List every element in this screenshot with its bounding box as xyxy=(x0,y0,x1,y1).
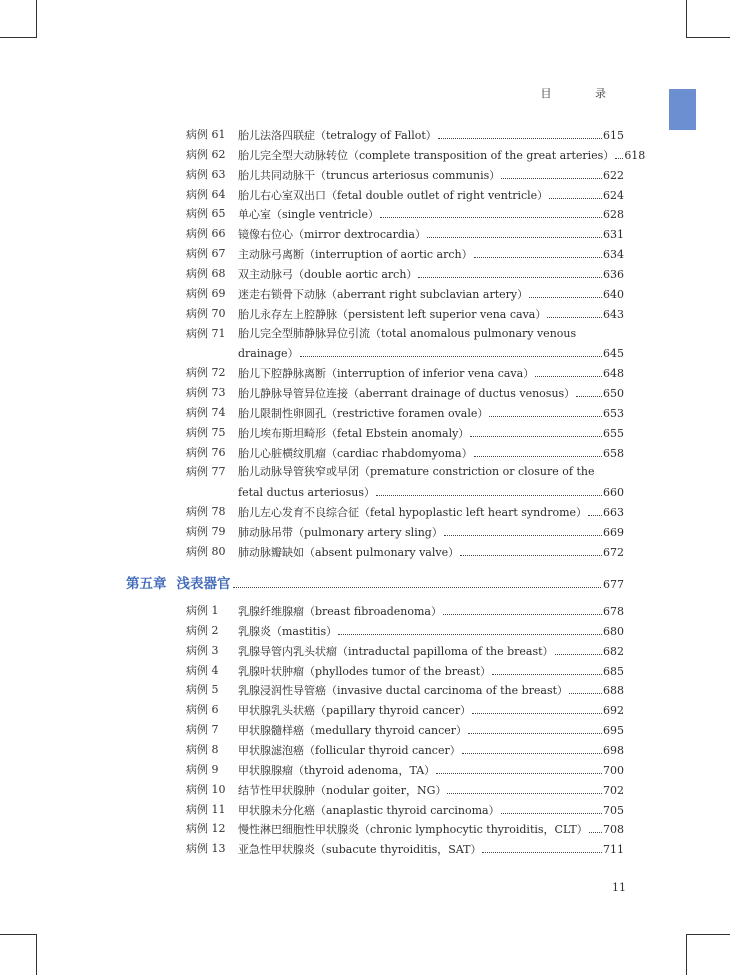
entry-page: 660 xyxy=(603,486,624,499)
case-number: 病例 75 xyxy=(186,426,226,439)
case-number: 病例 65 xyxy=(186,207,226,220)
leader-dots xyxy=(418,264,602,278)
entry-title: 胎儿共同动脉干（truncus arteriosus communis） xyxy=(238,169,501,182)
entry-title: 慢性淋巴细胞性甲状腺炎（chronic lymphocytic thyroiditis，CLT） xyxy=(238,823,588,836)
toc-entry[interactable] xyxy=(186,145,646,165)
entry-title: 胎儿法洛四联症（tetralogy of Fallot） xyxy=(238,129,437,142)
entry-title: drainage） xyxy=(238,347,299,360)
leader-dots xyxy=(444,522,602,536)
entry-page: 692 xyxy=(603,704,624,717)
entry-title: 胎儿下腔静脉离断（interruption of inferior vena cava） xyxy=(238,367,535,380)
leader-dots xyxy=(470,423,602,437)
case-number: 病例 8 xyxy=(186,743,219,756)
entry-title: 甲状腺乳头状癌（papillary thyroid cancer） xyxy=(238,704,472,717)
leader-dots xyxy=(492,661,602,675)
entry-page: 624 xyxy=(603,189,624,202)
entry-page: 695 xyxy=(603,724,624,737)
leader-dots xyxy=(547,304,602,318)
toc-entry[interactable] xyxy=(186,165,624,185)
toc-entry[interactable] xyxy=(186,720,624,740)
leader-dots xyxy=(529,284,602,298)
case-number: 病例 70 xyxy=(186,307,226,320)
crop-mark xyxy=(36,934,37,975)
leader-dots xyxy=(460,542,602,556)
case-number: 病例 1 xyxy=(186,604,219,617)
entry-title: 双主动脉弓（double aortic arch） xyxy=(238,268,418,281)
toc-entry[interactable] xyxy=(186,780,624,800)
case-number: 病例 61 xyxy=(186,128,226,141)
entry-title: 胎儿心脏横纹肌瘤（cardiac rhabdomyoma） xyxy=(238,447,473,460)
entry-title: 镜像右位心（mirror dextrocardia） xyxy=(238,228,426,241)
toc-entry[interactable] xyxy=(186,522,624,542)
toc-entry[interactable] xyxy=(186,542,624,562)
chapter-heading[interactable] xyxy=(126,571,624,595)
entry-title: 胎儿完全型大动脉转位（complete transposition of the great arteries） xyxy=(238,149,615,162)
entry-page: 650 xyxy=(603,387,624,400)
entry-page: 708 xyxy=(603,823,624,836)
leader-dots xyxy=(501,165,602,179)
entry-page: 682 xyxy=(603,645,624,658)
leader-dots xyxy=(474,443,602,457)
entry-title: 乳腺炎（mastitis） xyxy=(238,625,338,638)
toc-entry[interactable] xyxy=(186,800,624,820)
leader-dots xyxy=(376,482,602,496)
crop-mark xyxy=(686,0,687,38)
crop-mark xyxy=(686,934,687,975)
case-number: 病例 78 xyxy=(186,505,226,518)
entry-title: fetal ductus arteriosus） xyxy=(238,486,376,499)
toc-entry[interactable] xyxy=(186,502,624,522)
leader-dots xyxy=(436,760,602,774)
toc-entry[interactable] xyxy=(186,760,624,780)
leader-dots xyxy=(569,680,602,694)
entry-title: 乳腺叶状肿瘤（phyllodes tumor of the breast） xyxy=(238,665,492,678)
toc-entry[interactable] xyxy=(186,819,624,839)
case-number: 病例 80 xyxy=(186,545,226,558)
entry-title: 主动脉弓离断（interruption of aortic arch） xyxy=(238,248,473,261)
crop-mark xyxy=(686,37,730,38)
entry-page: 636 xyxy=(603,268,624,281)
section-tab-marker xyxy=(669,89,696,130)
crop-mark xyxy=(0,37,37,38)
entry-title: 胎儿限制性卵圆孔（restrictive foramen ovale） xyxy=(238,407,489,420)
leader-dots xyxy=(615,145,623,159)
case-number: 病例 6 xyxy=(186,703,219,716)
toc-entry[interactable] xyxy=(186,443,624,463)
entry-page: 645 xyxy=(603,347,624,360)
leader-dots xyxy=(576,383,602,397)
toc-entry[interactable] xyxy=(186,680,624,700)
leader-dots xyxy=(300,343,602,357)
toc-entry[interactable] xyxy=(186,204,624,224)
leader-dots xyxy=(427,224,602,238)
chapter-number: 第五章 xyxy=(126,576,167,592)
entry-title: 胎儿埃布斯坦畸形（fetal Ebstein anomaly） xyxy=(238,427,470,440)
case-number: 病例 68 xyxy=(186,267,226,280)
case-number: 病例 76 xyxy=(186,446,226,459)
entry-title: 甲状腺未分化癌（anaplastic thyroid carcinoma） xyxy=(238,804,500,817)
leader-dots xyxy=(474,244,602,258)
entry-page: 680 xyxy=(603,625,624,638)
toc-entry[interactable] xyxy=(186,740,624,760)
leader-dots xyxy=(489,403,602,417)
entry-page: 698 xyxy=(603,744,624,757)
case-number: 病例 66 xyxy=(186,227,226,240)
case-number: 病例 77 xyxy=(186,465,226,478)
case-number: 病例 3 xyxy=(186,644,219,657)
toc-entry[interactable] xyxy=(186,839,624,859)
toc-entry[interactable] xyxy=(186,601,624,621)
leader-dots xyxy=(468,720,602,734)
leader-dots xyxy=(462,740,602,754)
case-number: 病例 63 xyxy=(186,168,226,181)
toc-entry[interactable] xyxy=(186,125,624,145)
toc-entry[interactable] xyxy=(186,661,624,681)
case-number: 病例 72 xyxy=(186,366,226,379)
entry-page: 615 xyxy=(603,129,624,142)
toc-entry[interactable] xyxy=(186,324,624,344)
entry-title: 肺动脉吊带（pulmonary artery sling） xyxy=(238,526,443,539)
case-number: 病例 9 xyxy=(186,763,219,776)
toc-entry[interactable] xyxy=(186,264,624,284)
toc-entry[interactable] xyxy=(186,621,624,641)
crop-mark xyxy=(0,934,37,935)
entry-page: 669 xyxy=(603,526,624,539)
entry-title: 肺动脉瓣缺如（absent pulmonary valve） xyxy=(238,546,460,559)
entry-title: 胎儿完全型肺静脉异位引流（total anomalous pulmonary venous xyxy=(238,327,577,340)
entry-title: 乳腺纤维腺瘤（breast fibroadenoma） xyxy=(238,605,442,618)
entry-page: 634 xyxy=(603,248,624,261)
toc-entry[interactable] xyxy=(186,244,624,264)
toc-entry[interactable] xyxy=(186,700,624,720)
toc-entry[interactable] xyxy=(186,343,624,363)
entry-title: 甲状腺滤泡癌（follicular thyroid cancer） xyxy=(238,744,461,757)
entry-page: 648 xyxy=(603,367,624,380)
page-number: 11 xyxy=(612,881,626,894)
leader-dots xyxy=(555,641,602,655)
entry-page: 655 xyxy=(603,427,624,440)
leader-dots xyxy=(233,571,602,588)
chapter-title: 浅表器官 xyxy=(176,576,231,592)
leader-dots xyxy=(443,601,602,615)
leader-dots xyxy=(535,363,602,377)
entry-page: 685 xyxy=(603,665,624,678)
leader-dots xyxy=(447,780,602,794)
case-number: 病例 67 xyxy=(186,247,226,260)
entry-page: 622 xyxy=(603,169,624,182)
case-number: 病例 10 xyxy=(186,783,226,796)
chapter-page: 677 xyxy=(603,578,624,591)
entry-title: 乳腺浸润性导管癌（invasive ductal carcinoma of the breast） xyxy=(238,684,569,697)
toc-entry[interactable] xyxy=(186,482,624,502)
entry-page: 678 xyxy=(603,605,624,618)
entry-page: 711 xyxy=(603,843,624,856)
leader-dots xyxy=(549,185,602,199)
case-number: 病例 13 xyxy=(186,842,226,855)
toc-entry[interactable] xyxy=(186,423,624,443)
case-number: 病例 79 xyxy=(186,525,226,538)
entry-title: 迷走右锁骨下动脉（aberrant right subclavian artery） xyxy=(238,288,529,301)
case-number: 病例 69 xyxy=(186,287,226,300)
case-number: 病例 12 xyxy=(186,822,226,835)
entry-page: 700 xyxy=(603,764,624,777)
entry-title: 胎儿左心发育不良综合征（fetal hypoplastic left heart syndrome） xyxy=(238,506,588,519)
entry-title: 亚急性甲状腺炎（subacute thyroiditis，SAT） xyxy=(238,843,482,856)
toc-entry[interactable] xyxy=(186,641,624,661)
case-number: 病例 11 xyxy=(186,803,226,816)
case-number: 病例 64 xyxy=(186,188,226,201)
leader-dots xyxy=(589,819,602,833)
entry-title: 乳腺导管内乳头状瘤（intraductal papilloma of the breast） xyxy=(238,645,554,658)
case-number: 病例 73 xyxy=(186,386,226,399)
entry-page: 663 xyxy=(603,506,624,519)
entry-page: 658 xyxy=(603,447,624,460)
entry-page: 640 xyxy=(603,288,624,301)
entry-page: 702 xyxy=(603,784,624,797)
toc-entry[interactable] xyxy=(186,224,624,244)
entry-title: 胎儿动脉导管狭窄或早闭（premature constriction or closure of the xyxy=(238,465,595,478)
entry-page: 631 xyxy=(603,228,624,241)
crop-mark xyxy=(686,934,730,935)
entry-page: 653 xyxy=(603,407,624,420)
case-number: 病例 2 xyxy=(186,624,219,637)
entry-title: 甲状腺腺瘤（thyroid adenoma，TA） xyxy=(238,764,436,777)
entry-page: 672 xyxy=(603,546,624,559)
case-number: 病例 74 xyxy=(186,406,226,419)
entry-page: 688 xyxy=(603,684,624,697)
toc-entry[interactable] xyxy=(186,462,624,482)
leader-dots xyxy=(472,700,602,714)
entry-title: 单心室（single ventricle） xyxy=(238,208,380,221)
case-number: 病例 71 xyxy=(186,327,226,340)
case-number: 病例 7 xyxy=(186,723,219,736)
entry-page: 618 xyxy=(624,149,646,162)
entry-title: 胎儿静脉导管异位连接（aberrant drainage of ductus venosus） xyxy=(238,387,576,400)
toc-entry[interactable] xyxy=(186,403,624,423)
leader-dots xyxy=(482,839,602,853)
toc-entry[interactable] xyxy=(186,304,624,324)
case-number: 病例 4 xyxy=(186,664,219,677)
case-number: 病例 62 xyxy=(186,148,226,161)
entry-page: 643 xyxy=(603,308,624,321)
entry-title: 甲状腺髓样癌（medullary thyroid cancer） xyxy=(238,724,468,737)
case-number: 病例 5 xyxy=(186,683,219,696)
entry-title: 胎儿右心室双出口（fetal double outlet of right ventricle） xyxy=(238,189,549,202)
crop-mark xyxy=(36,0,37,38)
entry-title: 胎儿永存左上腔静脉（persistent left superior vena cava） xyxy=(238,308,547,321)
leader-dots xyxy=(438,125,602,139)
entry-page: 705 xyxy=(603,804,624,817)
toc-entry[interactable] xyxy=(186,284,624,304)
leader-dots xyxy=(380,204,602,218)
page-header-title: 目 录 xyxy=(540,87,626,100)
entry-title: 结节性甲状腺肿（nodular goiter，NG） xyxy=(238,784,447,797)
leader-dots xyxy=(501,800,602,814)
toc-entry[interactable] xyxy=(186,185,624,205)
leader-dots xyxy=(338,621,602,635)
entry-page: 628 xyxy=(603,208,624,221)
leader-dots xyxy=(588,502,602,516)
toc-entry[interactable] xyxy=(186,383,624,403)
toc-entry[interactable] xyxy=(186,363,624,383)
